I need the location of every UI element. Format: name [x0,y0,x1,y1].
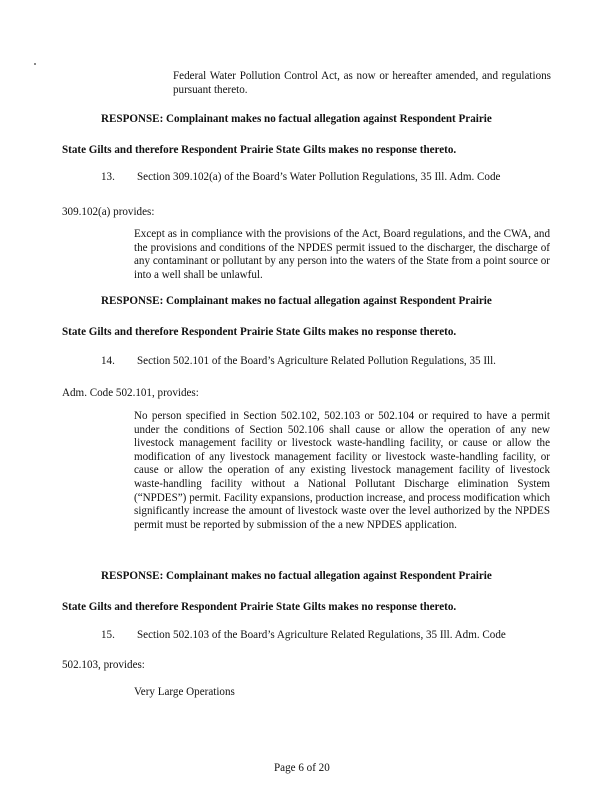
paragraph-15-number: 15. [101,629,115,641]
paragraph-14-line-1: Section 502.101 of the Board’s Agriculture Related Pollution Regulations, 35 Ill. [137,355,496,367]
paragraph-13-line-1: Section 309.102(a) of the Board’s Water Pollution Regulations, 35 Ill. Adm. Code [137,171,501,183]
response-3-line-1: RESPONSE: Complainant makes no factual allegation against Respondent Prairie [101,570,492,582]
paragraph-14-quote: No person specified in Section 502.102, 502.103 or 502.104 or required to have a permit under the conditions of Section 502.106 shall cause or allow the operation of any new livestock management facility or livestock waste-handling facility, or cause or allow the modification of any livestock management facility or livestock waste-handling facility, or cause or allow the operation of any existing livestock management facility of livestock waste-handling facility without a National Pollutant Discharge elimination System (“NPDES”) permit. Facility expansions, production increase, and process modification which significantly increase the amount of livestock waste over the level authorized by the NPDES permit must be reported by submission of the a new NPDES application. [134,410,550,531]
paragraph-13-number: 13. [101,171,115,183]
response-1-line-1: RESPONSE: Complainant makes no factual allegation against Respondent Prairie [101,113,492,125]
response-2-line-2: State Gilts and therefore Respondent Prairie State Gilts makes no response thereto. [62,326,457,338]
response-2-line-1: RESPONSE: Complainant makes no factual allegation against Respondent Prairie [101,295,492,307]
response-3-line-2: State Gilts and therefore Respondent Prairie State Gilts makes no response thereto. [62,601,457,613]
paragraph-15-line-1: Section 502.103 of the Board’s Agriculture Related Regulations, 35 Ill. Adm. Code [137,629,506,641]
response-1-line-2: State Gilts and therefore Respondent Prairie State Gilts makes no response thereto. [62,144,457,156]
page-footer: Page 6 of 20 [274,762,330,774]
paragraph-15-quote: Very Large Operations [134,686,235,698]
paragraph-13-quote: Except as in compliance with the provisions of the Act, Board regulations, and the CWA, and the provisions and conditions of the NPDES permit issued to the discharger, the discharge of any contaminant or pollutant by any person into the waters of the State from a point source or into a well shall be unlawful. [134,228,550,281]
scan-speck [34,63,36,65]
paragraph-13-line-2: 309.102(a) provides: [62,206,155,218]
paragraph-14-line-2: Adm. Code 502.101, provides: [62,387,199,399]
paragraph-15-line-2: 502.103, provides: [62,659,145,671]
paragraph-14-number: 14. [101,355,115,367]
quote-continuation: Federal Water Pollution Control Act, as now or hereafter amended, and regulations pursuant thereto. [173,70,551,96]
